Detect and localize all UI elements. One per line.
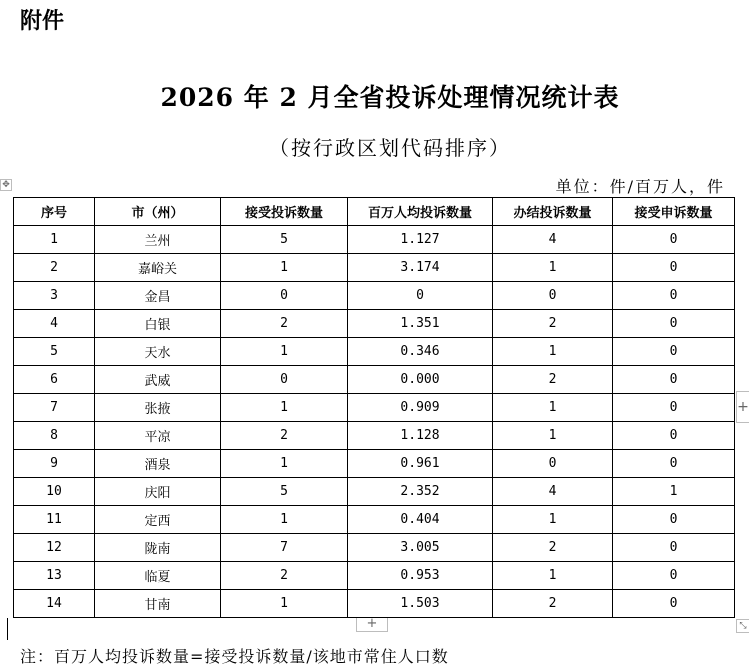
cell-complaints-per-million: 3.174 [348, 254, 493, 282]
add-column-button[interactable] [736, 391, 749, 423]
cell-appeals-received: 0 [613, 562, 735, 590]
table-move-handle[interactable] [0, 179, 12, 191]
cell-appeals-received: 0 [613, 226, 735, 254]
header-complaints-per-million: 百万人均投诉数量 [348, 198, 493, 226]
cell-complaints-per-million: 0.961 [348, 450, 493, 478]
cell-index: 2 [14, 254, 95, 282]
document-subtitle: （按行政区划代码排序） [269, 136, 511, 160]
table-row [14, 478, 735, 506]
cell-city: 庆阳 [95, 478, 221, 506]
cell-complaints-resolved: 0 [493, 282, 613, 310]
table-header-row [14, 198, 735, 226]
cell-complaints-received: 5 [221, 226, 348, 254]
table-resize-handle[interactable] [736, 619, 749, 633]
cell-complaints-per-million: 1.127 [348, 226, 493, 254]
cell-complaints-received: 1 [221, 450, 348, 478]
cell-complaints-received: 2 [221, 310, 348, 338]
cell-city: 张掖 [95, 394, 221, 422]
table-row [14, 226, 735, 254]
cell-complaints-per-million: 0 [348, 282, 493, 310]
header-index: 序号 [14, 198, 95, 226]
table-row [14, 450, 735, 478]
cell-complaints-received: 7 [221, 534, 348, 562]
header-complaints-received: 接受投诉数量 [221, 198, 348, 226]
cell-complaints-resolved: 4 [493, 478, 613, 506]
plus-icon: + [737, 399, 749, 415]
cell-complaints-resolved: 2 [493, 366, 613, 394]
table-row [14, 506, 735, 534]
cell-complaints-per-million: 3.005 [348, 534, 493, 562]
cell-appeals-received: 0 [613, 450, 735, 478]
cell-complaints-resolved: 1 [493, 422, 613, 450]
cell-complaints-per-million: 0.346 [348, 338, 493, 366]
cell-complaints-resolved: 1 [493, 338, 613, 366]
cell-index: 6 [14, 366, 95, 394]
cell-index: 9 [14, 450, 95, 478]
cell-city: 陇南 [95, 534, 221, 562]
table-row [14, 310, 735, 338]
cell-complaints-received: 0 [221, 366, 348, 394]
cell-appeals-received: 0 [613, 282, 735, 310]
cell-complaints-per-million: 0.953 [348, 562, 493, 590]
cell-complaints-received: 1 [221, 590, 348, 618]
cell-complaints-resolved: 2 [493, 534, 613, 562]
table-row [14, 562, 735, 590]
cell-appeals-received: 0 [613, 534, 735, 562]
cell-city: 金昌 [95, 282, 221, 310]
text-cursor [7, 618, 8, 640]
add-row-button[interactable] [356, 618, 388, 632]
cell-appeals-received: 0 [613, 366, 735, 394]
cell-index: 8 [14, 422, 95, 450]
cell-complaints-per-million: 2.352 [348, 478, 493, 506]
cell-index: 11 [14, 506, 95, 534]
cell-index: 14 [14, 590, 95, 618]
cell-complaints-received: 5 [221, 478, 348, 506]
cell-complaints-resolved: 1 [493, 506, 613, 534]
cell-complaints-resolved: 1 [493, 394, 613, 422]
cell-city: 平凉 [95, 422, 221, 450]
cell-index: 12 [14, 534, 95, 562]
cell-index: 10 [14, 478, 95, 506]
header-complaints-resolved: 办结投诉数量 [493, 198, 613, 226]
cell-complaints-received: 2 [221, 562, 348, 590]
cell-complaints-per-million: 1.503 [348, 590, 493, 618]
cell-complaints-resolved: 1 [493, 562, 613, 590]
cell-city: 白银 [95, 310, 221, 338]
table-row [14, 366, 735, 394]
cell-complaints-received: 1 [221, 338, 348, 366]
cell-complaints-resolved: 0 [493, 450, 613, 478]
table-row [14, 590, 735, 618]
cell-appeals-received: 0 [613, 254, 735, 282]
cell-appeals-received: 0 [613, 422, 735, 450]
cell-city: 定西 [95, 506, 221, 534]
cell-complaints-per-million: 0.000 [348, 366, 493, 394]
cell-index: 13 [14, 562, 95, 590]
cell-complaints-per-million: 1.351 [348, 310, 493, 338]
cell-complaints-per-million: 1.128 [348, 422, 493, 450]
cell-appeals-received: 0 [613, 338, 735, 366]
cell-city: 临夏 [95, 562, 221, 590]
cell-index: 7 [14, 394, 95, 422]
cell-complaints-resolved: 1 [493, 254, 613, 282]
cell-index: 3 [14, 282, 95, 310]
cell-complaints-received: 1 [221, 394, 348, 422]
plus-icon: + [366, 616, 378, 631]
cell-city: 天水 [95, 338, 221, 366]
move-icon: ✥ [2, 180, 10, 190]
cell-city: 酒泉 [95, 450, 221, 478]
cell-complaints-per-million: 0.404 [348, 506, 493, 534]
header-city: 市（州） [95, 198, 221, 226]
table-row [14, 422, 735, 450]
cell-complaints-received: 1 [221, 506, 348, 534]
cell-complaints-resolved: 4 [493, 226, 613, 254]
cell-complaints-received: 0 [221, 282, 348, 310]
header-appeals-received: 接受申诉数量 [613, 198, 735, 226]
table-row [14, 534, 735, 562]
cell-complaints-received: 1 [221, 254, 348, 282]
cell-city: 嘉峪关 [95, 254, 221, 282]
cell-index: 4 [14, 310, 95, 338]
cell-appeals-received: 0 [613, 506, 735, 534]
statistics-table [13, 197, 735, 618]
attachment-label: 附件 [20, 9, 65, 34]
table-row [14, 394, 735, 422]
unit-label: 单位：件/百万人，件 [555, 177, 725, 196]
cell-city: 武威 [95, 366, 221, 394]
cell-city: 甘南 [95, 590, 221, 618]
cell-appeals-received: 0 [613, 590, 735, 618]
cell-complaints-received: 2 [221, 422, 348, 450]
cell-index: 1 [14, 226, 95, 254]
cell-appeals-received: 0 [613, 310, 735, 338]
document-title: 2026 年 2 月全省投诉处理情况统计表 [160, 83, 620, 112]
cell-appeals-received: 0 [613, 394, 735, 422]
table-row [14, 338, 735, 366]
cell-complaints-resolved: 2 [493, 310, 613, 338]
cell-complaints-per-million: 0.909 [348, 394, 493, 422]
table-row [14, 282, 735, 310]
table-row [14, 254, 735, 282]
cell-index: 5 [14, 338, 95, 366]
resize-icon: ⤡ [739, 621, 747, 631]
cell-appeals-received: 1 [613, 478, 735, 506]
table-note: 注：百万人均投诉数量=接受投诉数量/该地市常住人口数 [20, 647, 449, 666]
cell-complaints-resolved: 2 [493, 590, 613, 618]
cell-city: 兰州 [95, 226, 221, 254]
